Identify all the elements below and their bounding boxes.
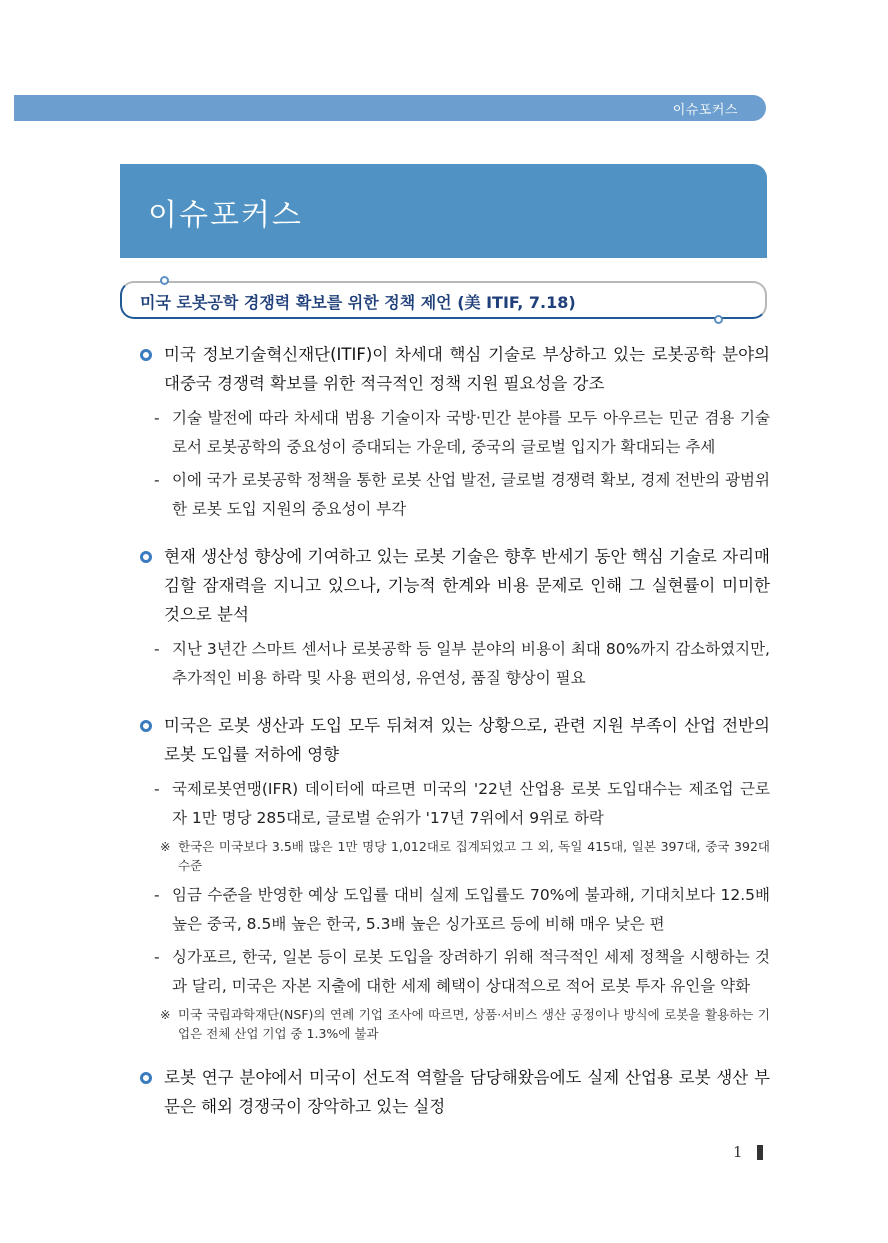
sub-text: 기술 발전에 따라 차세대 범용 기술이자 국방·민간 분야를 모두 아우르는 민군 겸용 기술로서 로봇공학의 중요성이 증대되는 가운데, 중국의 글로벌 입지가 확대되는 추세 [172,409,770,456]
sub-text: 임금 수준을 반영한 예상 도입률 대비 실제 도입률도 70%에 불과해, 기대치보다 12.5배 높은 중국, 8.5배 높은 한국, 5.3배 높은 싱가포르 등에 비해 매우 낮은 편 [172,886,770,933]
dash-marker: - [154,886,160,904]
bullet-text: 미국은 로봇 생산과 도입 모두 뒤쳐져 있는 상황으로, 관련 지원 부족이 산업 전반의 로봇 도입률 저하에 영향 [164,716,770,764]
sub-text: 싱가포르, 한국, 일본 등이 로봇 도입을 장려하기 위해 적극적인 세제 정책을 시행하는 것과 달리, 미국은 자본 지출에 대한 세제 혜택이 상대적으로 적어 로봇 투자 유인을 약화 [172,948,770,995]
bullet-item [140,711,770,769]
bullet-item [140,340,770,398]
header-band-label: 이슈포커스 [672,103,738,118]
footnote-text: 미국 국립과학재단(NSF)의 연례 기업 조사에 따르면, 상품·서비스 생산 공정이나 방식에 로봇을 활용하는 기업은 전체 산업 기업 중 1.3%에 불과 [178,1007,770,1041]
header-band [14,95,766,121]
bullet-circle-icon [140,1072,152,1084]
sub-item [140,404,770,462]
sub-text: 지난 3년간 스마트 센서나 로봇공학 등 일부 분야의 비용이 최대 80%까지 감소하였지만, 추가적인 비용 하락 및 사용 편의성, 유연성, 품질 향상이 필요 [172,640,770,687]
bullet-text: 미국 정보기술혁신재단(ITIF)이 차세대 핵심 기술로 부상하고 있는 로봇공학 분야의 대중국 경쟁력 확보를 위한 적극적인 정책 지원 필요성을 강조 [164,345,770,393]
sub-text: 국제로봇연맹(IFR) 데이터에 따르면 미국의 '22년 산업용 로봇 도입대수는 제조업 근로자 1만 명당 285대로, 글로벌 순위가 '17년 7위에서 9위로 하락 [172,780,770,827]
dash-marker: - [154,409,160,427]
note-marker: ※ [160,1007,171,1022]
sub-item [140,881,770,939]
bullet-text: 로봇 연구 분야에서 미국이 선도적 역할을 담당해왔음에도 실제 산업용 로봇 생산 부문은 해외 경쟁국이 장악하고 있는 실정 [164,1068,770,1116]
bullet-circle-icon [140,551,152,563]
bullet-circle-icon [140,349,152,361]
bullet-item [140,542,770,629]
topic-heading [120,281,767,319]
sub-item [140,635,770,693]
dash-marker: - [154,948,160,966]
note-marker: ※ [160,839,171,854]
footnote [140,837,770,875]
bullet-circle-icon [140,720,152,732]
footnote [140,1005,770,1043]
page-number: 1 [733,1143,743,1161]
bullet-text: 현재 생산성 향상에 기여하고 있는 로봇 기술은 향후 반세기 동안 핵심 기술로 자리매김할 잠재력을 지니고 있으나, 기능적 한계와 비용 문제로 인해 그 실현률이 미미한 것으로 분석 [164,547,770,624]
bullet-item [140,1063,770,1121]
section-title: 이슈포커스 [148,198,303,233]
sub-text: 이에 국가 로봇공학 정책을 통한 로봇 산업 발전, 글로벌 경쟁력 확보, 경제 전반의 광범위한 로봇 도입 지원의 중요성이 부각 [172,471,770,518]
dash-marker: - [154,471,160,489]
frame-dot-icon [160,276,169,285]
page-marker [757,1145,763,1160]
section-title-box [120,164,767,258]
sub-item [140,466,770,524]
frame-dot-icon [714,315,723,324]
sub-item [140,943,770,1001]
article-body [140,340,770,1127]
dash-marker: - [154,780,160,798]
topic-title: 미국 로봇공학 경쟁력 확보를 위한 정책 제언 (美 ITIF, 7.18) [140,293,576,312]
sub-item [140,775,770,833]
footnote-text: 한국은 미국보다 3.5배 많은 1만 명당 1,012대로 집계되었고 그 외, 독일 415대, 일본 397대, 중국 392대 수준 [178,839,770,873]
dash-marker: - [154,640,160,658]
